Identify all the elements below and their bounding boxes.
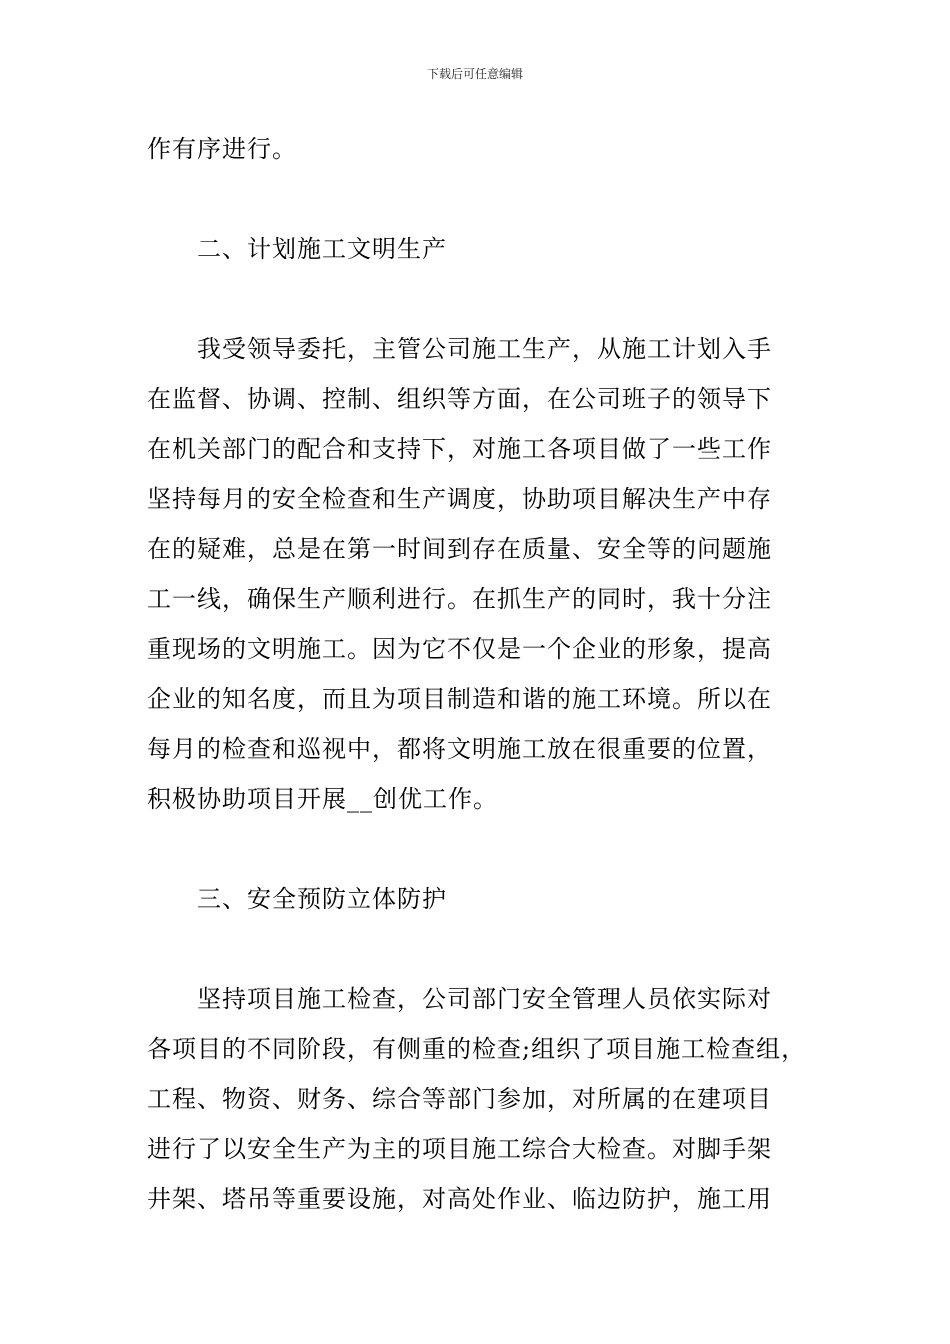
text-line: 积极协助项目开展__创优工作。 — [147, 785, 498, 813]
text-line: 重现场的文明施工。因为它不仅是一个企业的形象，提高 — [147, 635, 772, 663]
paragraph-gap — [147, 174, 827, 224]
text-line: 企业的知名度，而且为项目制造和谐的施工环境。所以在 — [147, 685, 772, 713]
text-line: 各项目的不同阶段，有侧重的检查;组织了项目施工检查组， — [147, 1035, 807, 1063]
text-line: 在监督、协调、控制、组织等方面，在公司班子的领导下 — [147, 385, 772, 413]
text-line: 井架、塔吊等重要设施，对高处作业、临边防护，施工用 — [147, 1185, 772, 1213]
text-line: 进行了以安全生产为主的项目施工综合大检查。对脚手架 — [147, 1135, 772, 1163]
text-line: 我受领导委托，主管公司施工生产，从施工计划入手 — [197, 335, 772, 363]
text-line: 在的疑难，总是在第一时间到存在质量、安全等的问题施 — [147, 535, 772, 563]
page-header: 下载后可任意编辑 — [426, 67, 523, 81]
text-line: 每月的检查和巡视中，都将文明施工放在很重要的位置， — [147, 735, 772, 763]
paragraph-gap — [147, 274, 827, 324]
section-heading: 二、计划施工文明生产 — [197, 235, 447, 263]
text-line: 坚持项目施工检查，公司部门安全管理人员依实际对 — [197, 985, 772, 1013]
section-heading: 三、安全预防立体防护 — [197, 885, 447, 913]
text-line: 在机关部门的配合和支持下，对施工各项目做了一些工作 — [147, 435, 772, 463]
paragraph-gap — [147, 924, 827, 974]
text-line: 坚持每月的安全检查和生产调度，协助项目解决生产中存 — [147, 485, 772, 513]
text-line: 工程、物资、财务、综合等部门参加，对所属的在建项目 — [147, 1085, 772, 1113]
document-body — [147, 124, 827, 1224]
text-line: 作有序进行。 — [147, 135, 297, 163]
text-line: 工一线，确保生产顺利进行。在抓生产的同时，我十分注 — [147, 585, 772, 613]
paragraph-gap — [147, 824, 827, 874]
